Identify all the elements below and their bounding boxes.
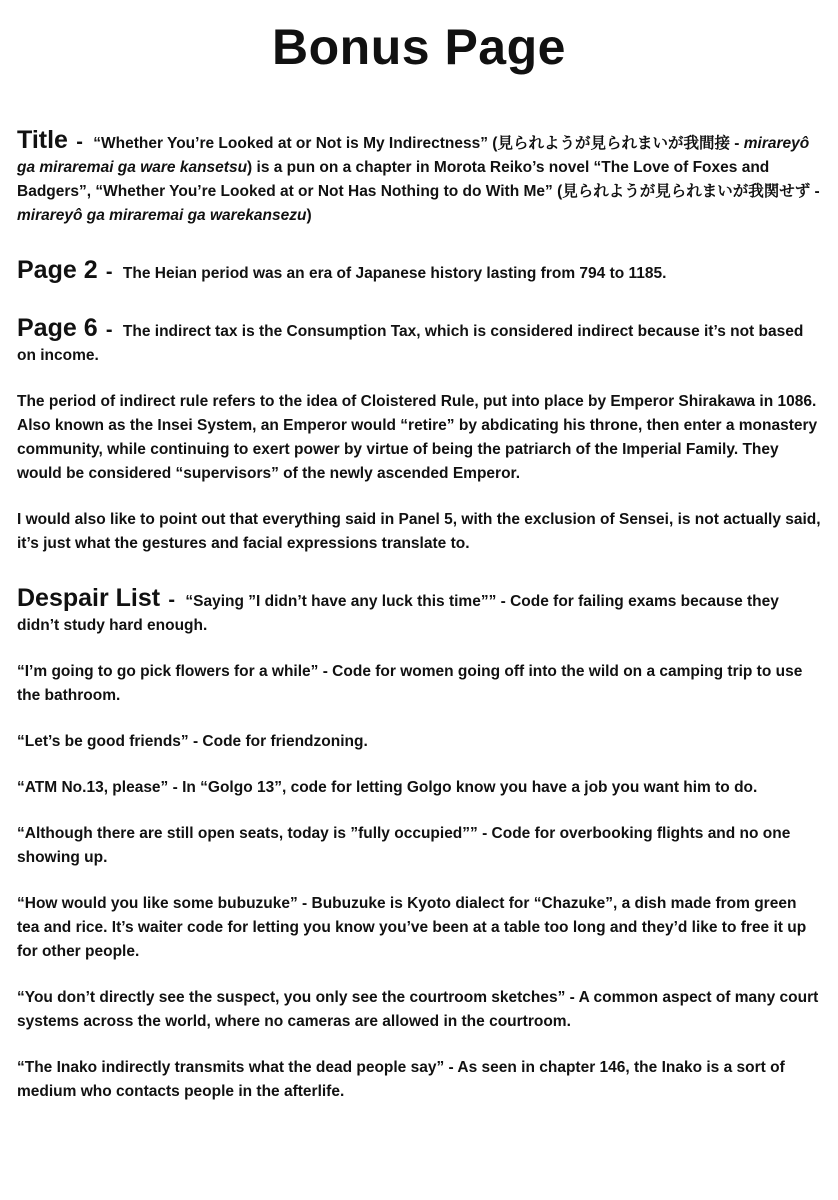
page2-note [17,258,823,286]
page2-text: The Heian period was an era of Japanese history lasting from 794 to 1185. [122,265,667,282]
title-note [17,128,823,228]
title-end: ) [306,207,312,224]
despair-first: “Saying ”I didn’t have any luck this time”” - Code for failing exams because they didn’t study hard enough. [17,593,779,634]
title-jp-1: (見られようが見られまいが我間接 [488,135,730,152]
page-title: Bonus Page [272,19,566,75]
title-romaji-2: mirareyô ga miraremai ga warekansezu [17,207,307,224]
despair-item: “I’m going to go pick flowers for a while” - Code for women going off into the wild on a camping trip to use the bathroom. [17,663,803,704]
despair-item: “ATM No.13, please” - In “Golgo 13”, code for letting Golgo know you have a job you want him to do. [17,779,758,796]
title-romaji-1: mirareyô ga miraremai ga ware kansetsu [17,135,810,176]
page2-sep: - [105,261,113,283]
title-sep: - [76,131,83,153]
title-dash-1: - [729,135,744,152]
page6-paragraph-2: The period of indirect rule refers to the idea of Cloistered Rule, put into place by Emperor Shirakawa in 1086. Also known as the Insei System, an Emperor would “retire” by abdicating his throne, then enter a monastery community, while continuing to exert power by virtue of being the patriarch of the Imperial Family. They would be considered “supervisors” of the newly ascended Emperor. [17,393,818,482]
page6-heading: Page 6 [17,314,98,342]
despair-note [17,586,823,638]
page6-paragraph-3: I would also like to point out that everything said in Panel 5, with the exclusion of Sensei, is not actually said, it’s just what the gestures and facial expressions translate to. [17,511,821,552]
despair-heading: Despair List [17,584,161,612]
page6-text: The indirect tax is the Consumption Tax, which is considered indirect because it’s not based on income. [17,323,804,364]
page6-sep: - [105,319,113,341]
page6-note [17,316,823,368]
notes-content [17,128,823,1126]
title-mid: ) is a pun on a chapter in Morota Reiko’s novel “The Love of Foxes and Badgers”, “Whether You’re Looked at or Not Has Nothing to do With Me” (見られようが見られまいが我関せず [17,159,811,200]
title-quote: “Whether You’re Looked at or Not is My Indirectness” [93,135,488,152]
despair-item: “The Inako indirectly transmits what the dead people say” - As seen in chapter 146, the Inako is a sort of medium who contacts people in the afterlife. [17,1059,785,1100]
despair-item: “Although there are still open seats, today is ”fully occupied”” - Code for overbooking flights and no one showing up. [17,825,791,866]
despair-item: “How would you like some bubuzuke” - Bubuzuke is Kyoto dialect for “Chazuke”, a dish made from green tea and rice. It’s waiter code for letting you know you’ve been at a table too long and they’d like to free it up for other people. [17,895,807,960]
page2-heading: Page 2 [17,256,98,284]
despair-sep: - [168,589,176,611]
despair-item: “You don’t directly see the suspect, you only see the courtroom sketches” - A common aspect of many court systems across the world, where no cameras are allowed in the courtroom. [17,989,819,1030]
title-dash-2: - [810,183,820,200]
despair-item: “Let’s be good friends” - Code for friendzoning. [17,733,368,750]
title-heading: Title [17,126,68,154]
